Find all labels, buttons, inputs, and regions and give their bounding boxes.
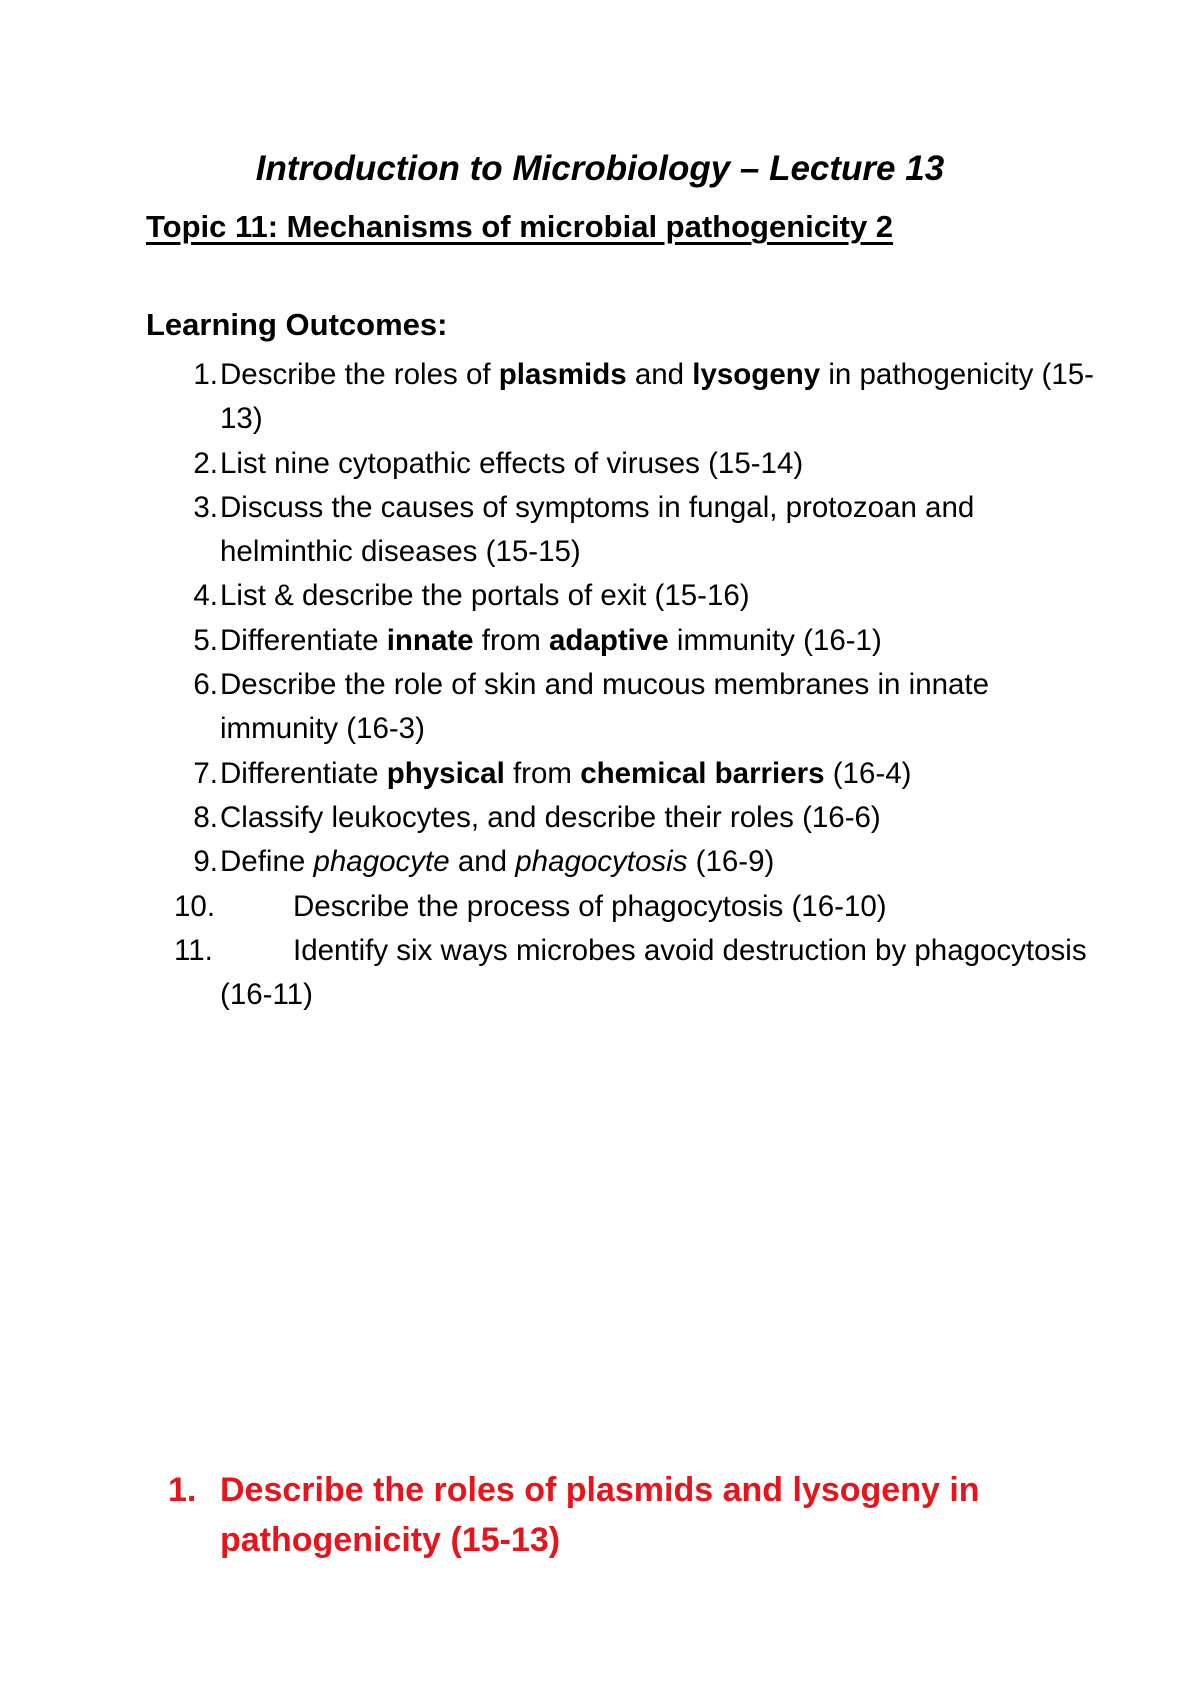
list-item <box>146 796 1096 840</box>
list-text: Classify leukocytes, and describe their roles (16-6) <box>220 800 881 834</box>
bold-term: innate <box>386 623 474 657</box>
list-item: 1. Describe the roles of plasmids and lysogeny in pathogenicity (15-13) <box>146 353 1096 442</box>
italic-term: phagocytosis <box>515 845 688 879</box>
learning-outcomes-list <box>146 353 1096 1017</box>
list-number: 6. <box>193 668 218 702</box>
list-number: 10. <box>174 889 216 923</box>
list-number: 5. <box>193 623 218 657</box>
bold-term: physical <box>386 756 505 790</box>
list-item <box>146 486 1096 575</box>
bold-term: adaptive <box>549 623 669 657</box>
list-text: Describe the process of phagocytosis (16-10) <box>293 889 887 923</box>
list-item <box>146 574 1096 618</box>
list-text: List & describe the portals of exit (15-16) <box>220 579 750 613</box>
list-text: Differentiate <box>220 623 387 657</box>
list-item: 9. Define phagocyte and phagocytosis (16-9) <box>146 840 1096 884</box>
list-number: 9. <box>193 845 218 879</box>
list-text: Describe the role of skin and mucous membranes in innate immunity (16-3) <box>220 668 990 746</box>
list-item <box>146 663 1096 752</box>
list-text: Identify six ways microbes avoid destruction by phagocytosis (16-11) <box>220 933 1087 1012</box>
italic-term: phagocyte <box>313 845 450 879</box>
list-number: 2. <box>193 446 218 480</box>
list-number: 8. <box>193 800 218 834</box>
list-item <box>146 885 1096 929</box>
list-item: 7. Differentiate physical from chemical barriers (16-4) <box>146 752 1096 796</box>
lecture-title: Introduction to Microbiology – Lecture 13 <box>255 149 945 188</box>
list-item <box>146 442 1096 486</box>
learning-outcomes-heading: Learning Outcomes: <box>146 307 448 342</box>
bold-term: lysogeny <box>692 358 821 391</box>
section-heading <box>168 1465 1120 1565</box>
list-text: Differentiate <box>220 756 387 790</box>
topic-heading: Topic 11: Mechanisms of microbial pathogenicity 2 <box>146 209 894 244</box>
list-text: Define <box>220 845 314 879</box>
list-number: 1. <box>193 358 218 391</box>
list-number: 3. <box>193 490 218 524</box>
list-number: 11. <box>174 933 213 967</box>
list-number: 7. <box>193 756 218 790</box>
list-item: 5. Differentiate innate from adaptive immunity (16-1) <box>146 619 1096 663</box>
section-title: Describe the roles of plasmids and lysogeny in pathogenicity (15-13) <box>220 1471 980 1559</box>
bold-term: chemical barriers <box>580 756 825 790</box>
list-text: List nine cytopathic effects of viruses (15-14) <box>220 446 804 480</box>
list-item <box>146 929 1096 1018</box>
section-number: 1. <box>168 1471 197 1509</box>
list-number: 4. <box>193 579 218 613</box>
list-text: Discuss the causes of symptoms in fungal, protozoan and helminthic diseases (15-15) <box>220 490 975 569</box>
bold-term: plasmids <box>498 358 627 391</box>
list-text: Describe the roles of <box>220 358 499 391</box>
